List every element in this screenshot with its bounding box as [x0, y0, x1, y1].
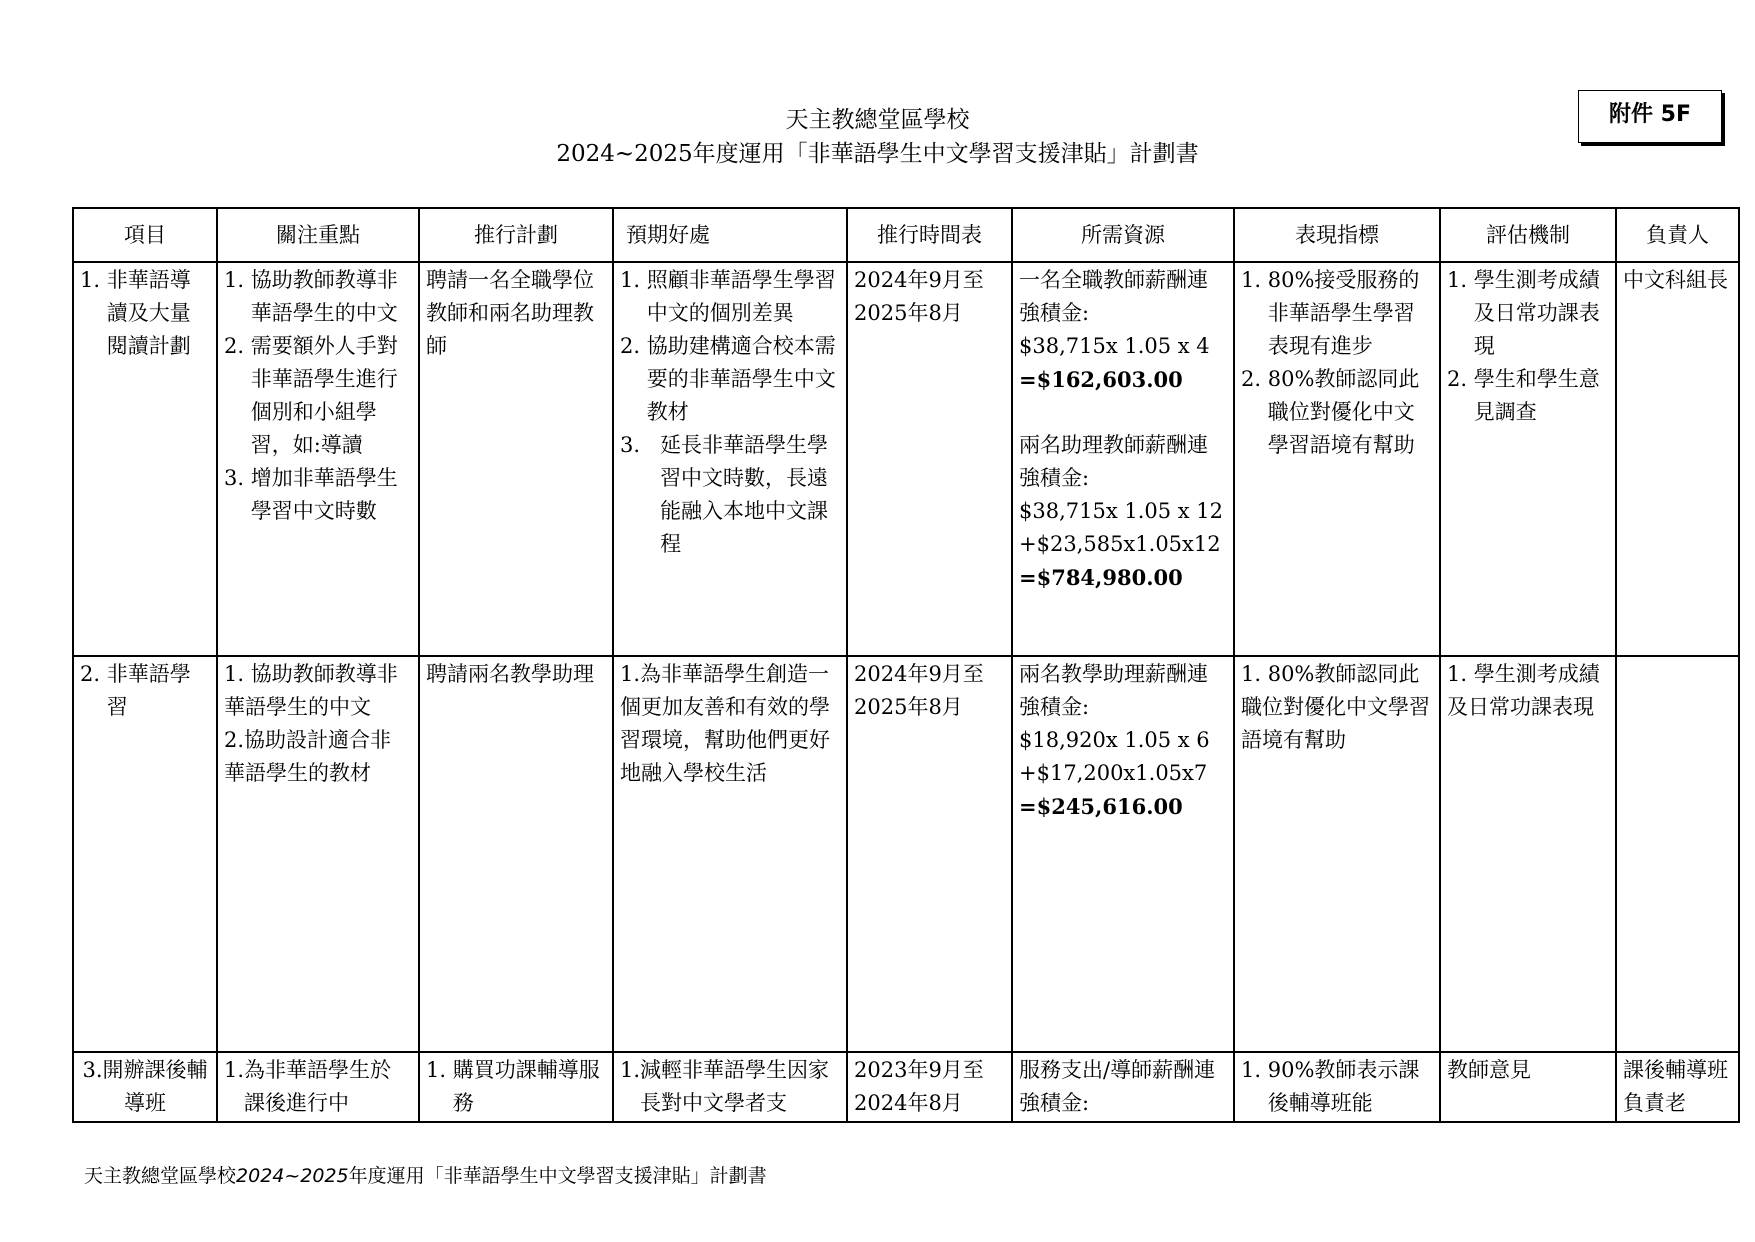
indicators-cell — [1234, 262, 1440, 656]
list-item: 2. 80%教師認同此職位對優化中文學習語境有幫助 — [1241, 367, 1420, 457]
col-header-plan: 推行計劃 — [419, 208, 613, 262]
focus-cell: 1. 協助教師教導非華語學生的中文 2.協助設計適合非華語學生的教材 — [217, 656, 419, 1052]
evaluation-cell — [1440, 262, 1616, 656]
list-item: 2. 需要額外人手對非華語學生進行個別和小組學習，如:導讀 — [224, 334, 398, 457]
col-header-owner: 負責人 — [1616, 208, 1739, 262]
page-footer — [84, 1163, 767, 1189]
list-item: 1. 協助教師教導非華語學生的中文 — [224, 268, 398, 325]
list-item: 3. 增加非華語學生學習中文時數 — [224, 466, 398, 523]
col-header-benefits: 預期好處 — [613, 208, 847, 262]
plan-title: 2024~2025年度運用「非華語學生中文學習支援津貼」計劃書 — [556, 141, 1199, 167]
col-header-indicators: 表現指標 — [1234, 208, 1440, 262]
item-cell: 2. 非華語學習 — [73, 656, 217, 1052]
table-row — [73, 1052, 1739, 1122]
col-header-resources: 所需資源 — [1012, 208, 1234, 262]
plan-cell: 1. 購買功課輔導服務 — [419, 1052, 613, 1122]
benefits-cell — [613, 262, 847, 656]
owner-cell — [1616, 656, 1739, 1052]
plan-table — [72, 207, 1740, 1123]
evaluation-cell: 1. 學生測考成績及日常功課表現 — [1440, 656, 1616, 1052]
list-item: 2. 協助建構適合校本需要的非華語學生中文教材 — [620, 334, 836, 424]
table-row — [73, 262, 1739, 656]
col-header-timeline: 推行時間表 — [847, 208, 1012, 262]
table-row — [73, 656, 1739, 1052]
col-header-evaluation: 評估機制 — [1440, 208, 1616, 262]
table-header-row — [73, 208, 1739, 262]
focus-cell: 1. 為非華語學生於課後進行中 — [217, 1052, 419, 1122]
focus-cell — [217, 262, 419, 656]
item-cell: 1. 非華語導讀及大量閱讀計劃 — [73, 262, 217, 656]
evaluation-cell: 教師意見 — [1440, 1052, 1616, 1122]
resources-cell: 服務支出/導師薪酬連強積金: — [1012, 1052, 1234, 1122]
resources-cell: 一名全職教師薪酬連強積金: $38,715x 1.05 x 4 =$162,603.00 兩名助理教師薪酬連強積金: $38,715x 1.05 x 12 +$23,585x1.05x12 =$784,980.00 — [1012, 262, 1234, 656]
list-item: 2. 學生和學生意見調查 — [1447, 367, 1600, 424]
benefits-cell: 1. 減輕非華語學生因家長對中文學者支 — [613, 1052, 847, 1122]
list-item: 1. 照顧非華語學生學習中文的個別差異 — [620, 268, 836, 325]
col-header-focus: 關注重點 — [217, 208, 419, 262]
plan-cell: 聘請一名全職學位教師和兩名助理教師 — [419, 262, 613, 656]
list-item: 1. 80%接受服務的非華語學生學習表現有進步 — [1241, 268, 1420, 358]
benefits-cell: 1.為非華語學生創造一個更加友善和有效的學習環境，幫助他們更好地融入學校生活 — [613, 656, 847, 1052]
footer-title: 年度運用「非華語學生中文學習支援津貼」計劃書 — [348, 1165, 767, 1187]
resources-cell: 兩名教學助理薪酬連強積金: $18,920x 1.05 x 6 +$17,200x1.05x7 =$245,616.00 — [1012, 656, 1234, 1052]
footer-school: 天主教總堂區學校 — [84, 1165, 237, 1187]
list-item: 3. 延長非華語學生學習中文時數，長遠能融入本地中文課程 — [620, 433, 829, 556]
timeline-cell: 2023年9月至2024年8月 — [847, 1052, 1012, 1122]
plan-cell: 聘請兩名教學助理 — [419, 656, 613, 1052]
timeline-cell: 2024年9月至2025年8月 — [847, 656, 1012, 1052]
owner-cell: 中文科組長 — [1616, 262, 1739, 656]
indicators-cell: 1. 90%教師表示課後輔導班能 — [1234, 1052, 1440, 1122]
annex-badge: 附件 5F — [1578, 90, 1722, 143]
list-item: 1. 學生測考成績及日常功課表現 — [1447, 268, 1600, 358]
indicators-cell: 1. 80%教師認同此職位對優化中文學習語境有幫助 — [1234, 656, 1440, 1052]
timeline-cell: 2024年9月至2025年8月 — [847, 262, 1012, 656]
footer-year: 2024~2025 — [236, 1165, 349, 1187]
owner-cell: 課後輔導班負責老 — [1616, 1052, 1739, 1122]
col-header-item: 項目 — [73, 208, 217, 262]
school-title: 天主教總堂區學校 — [785, 107, 970, 133]
item-cell: 3.開辦課後輔導班 — [73, 1052, 217, 1122]
